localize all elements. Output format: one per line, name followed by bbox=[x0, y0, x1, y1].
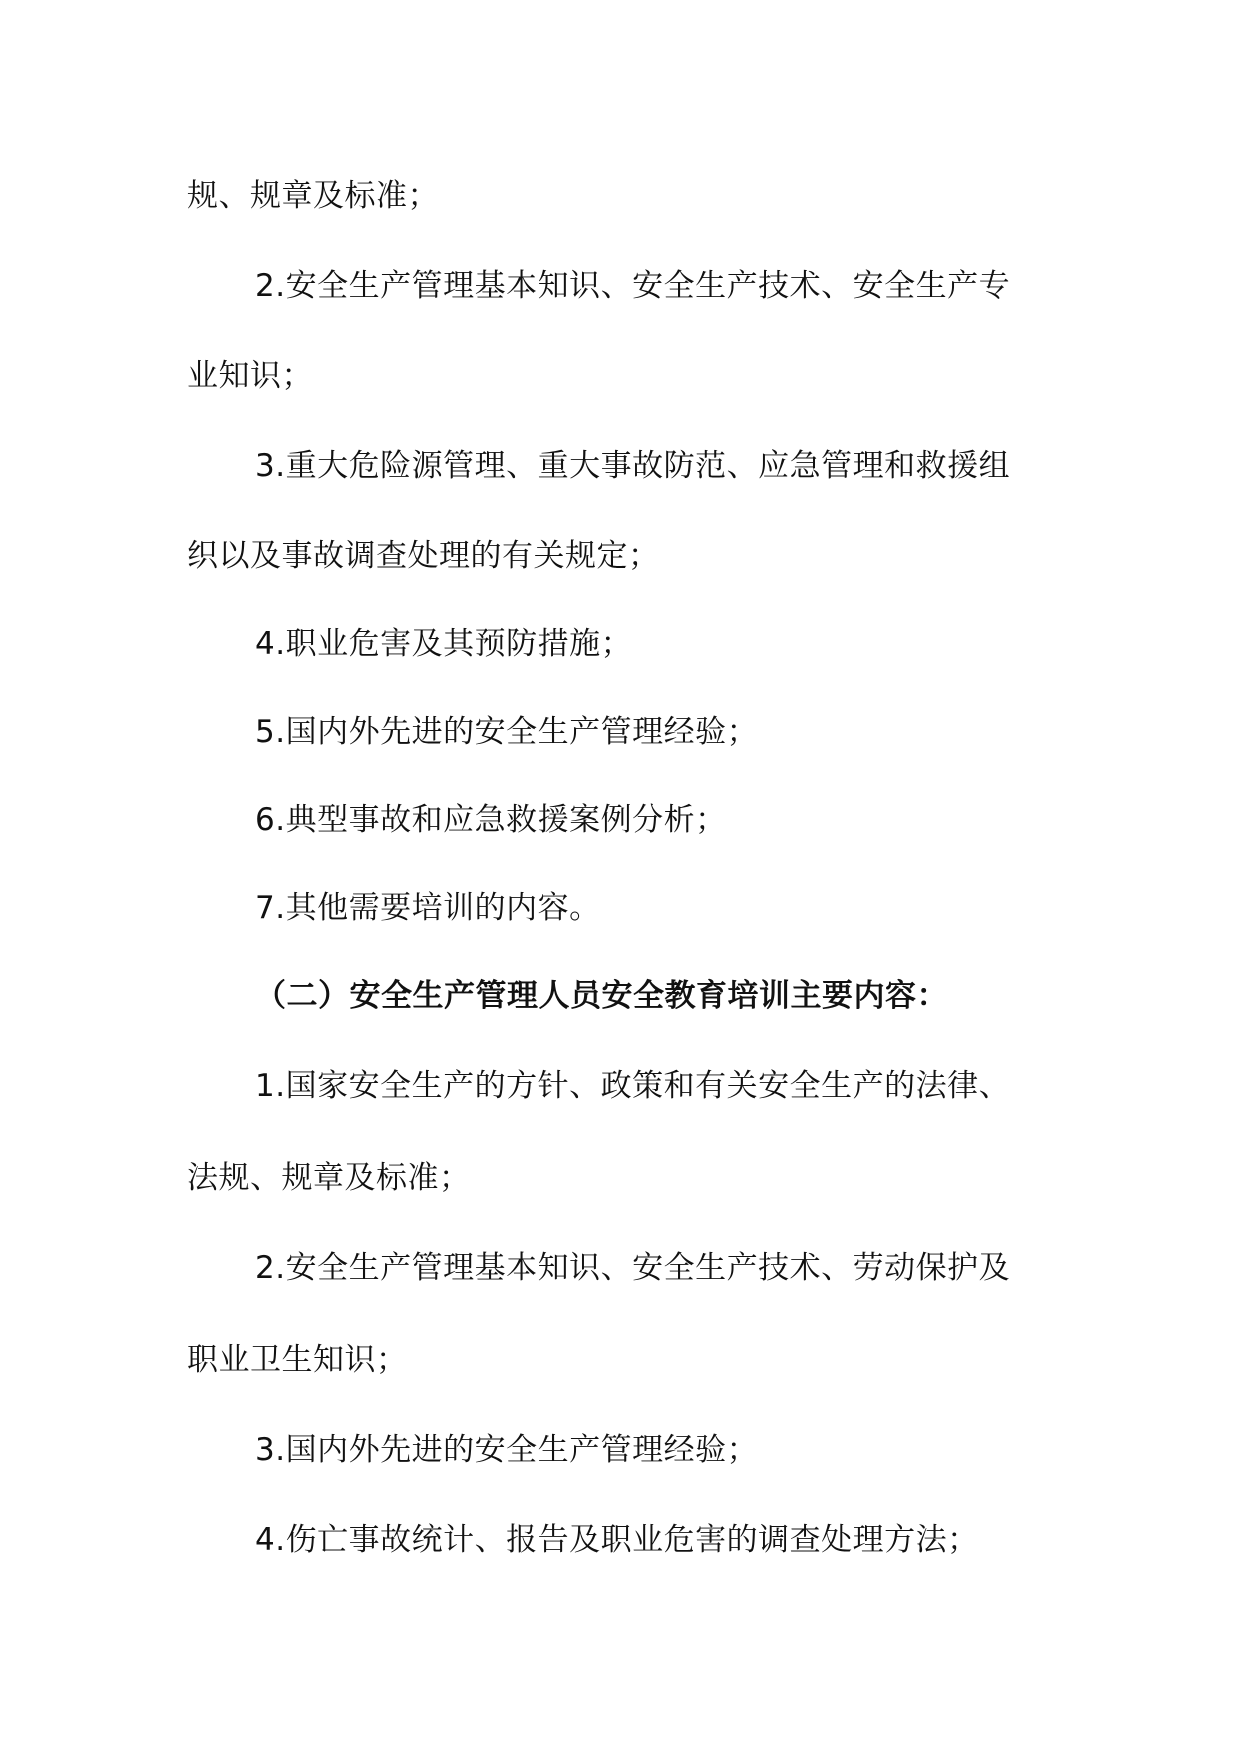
list-item-7: 7.其他需要培训的内容。 bbox=[255, 890, 601, 926]
list-item-5: 5.国内外先进的安全生产管理经验； bbox=[255, 714, 759, 750]
section-heading: （二）安全生产管理人员安全教育培训主要内容： bbox=[255, 978, 948, 1014]
list-item-6: 6.典型事故和应急救援案例分析； bbox=[255, 802, 727, 838]
list-item-4: 4.职业危害及其预防措施； bbox=[255, 626, 633, 662]
list-item-4: 4.伤亡事故统计、报告及职业危害的调查处理方法； bbox=[255, 1522, 979, 1558]
text-line-continuation: 业知识； bbox=[187, 358, 313, 394]
list-item-2: 2.安全生产管理基本知识、安全生产技术、安全生产专 bbox=[255, 268, 1011, 304]
list-item-1: 1.国家安全生产的方针、政策和有关安全生产的法律、 bbox=[255, 1068, 1011, 1104]
list-item-3: 3.国内外先进的安全生产管理经验； bbox=[255, 1432, 759, 1468]
text-line-continuation: 职业卫生知识； bbox=[187, 1342, 408, 1378]
text-line-continuation: 规、规章及标准； bbox=[187, 178, 439, 214]
text-line-continuation: 法规、规章及标准； bbox=[187, 1160, 471, 1196]
list-item-2: 2.安全生产管理基本知识、安全生产技术、劳动保护及 bbox=[255, 1250, 1011, 1286]
text-line-continuation: 织以及事故调查处理的有关规定； bbox=[187, 538, 660, 574]
list-item-3: 3.重大危险源管理、重大事故防范、应急管理和救援组 bbox=[255, 448, 1011, 484]
